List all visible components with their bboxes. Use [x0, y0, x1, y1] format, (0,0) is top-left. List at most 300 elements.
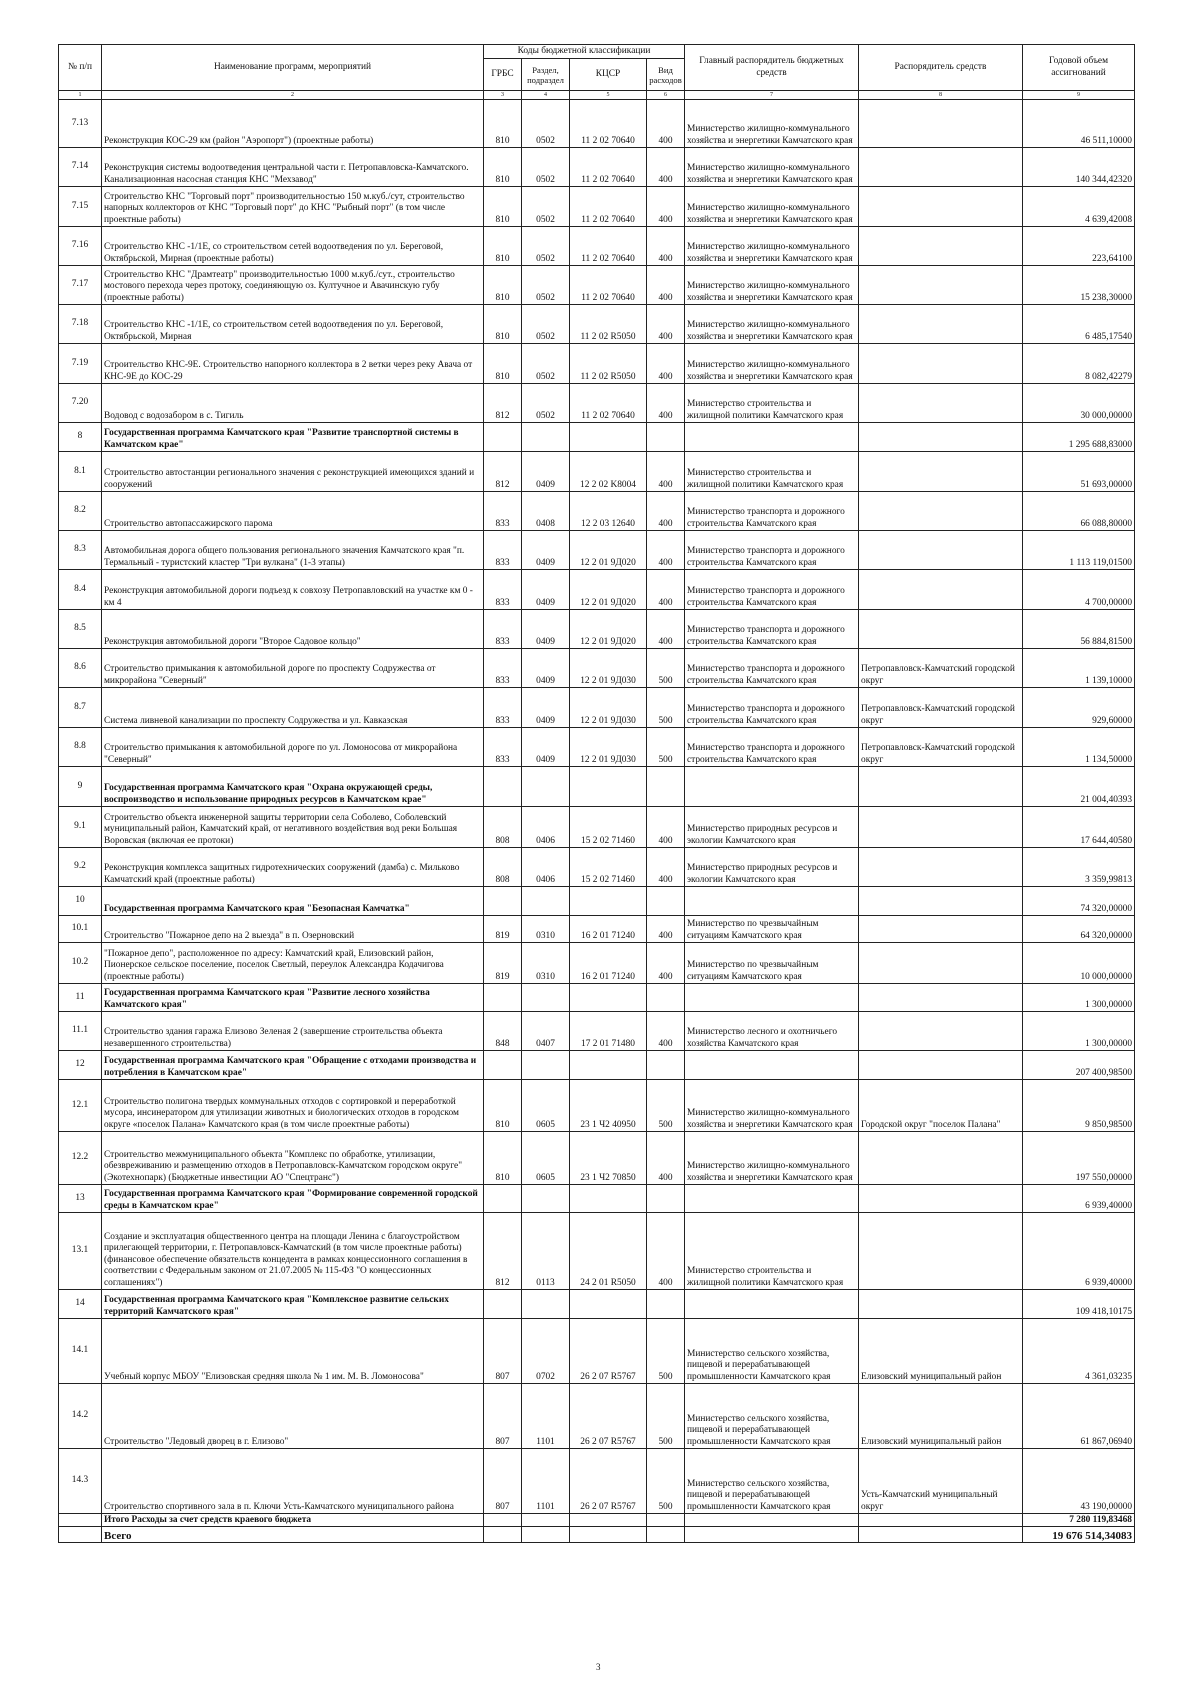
row-vid: 400 [647, 305, 685, 344]
row-amount: 140 344,42320 [1023, 148, 1135, 187]
row-name: Водовод с водозабором в с. Тигиль [102, 384, 484, 423]
row-name: Строительство межмуниципального объекта "Комплекс по обработке, утилизации, обезвреживанию и размещению отходов в Петропавловск-Камчатском городском округе" (Экотехнопарк) (Бюджетные инвестиции АО "Спецтранс") [102, 1132, 484, 1185]
row-recipient: Городской округ "поселок Палана" [859, 1080, 1023, 1132]
row-distributor: Министерство транспорта и дорожного строительства Камчатского края [685, 570, 859, 610]
header-grbs: ГРБС [484, 59, 522, 91]
row-vid: 400 [647, 848, 685, 887]
row-recipient [859, 266, 1023, 305]
row-number: 10.1 [59, 916, 102, 943]
row-vid: 400 [647, 1213, 685, 1290]
row-razdel [522, 1185, 570, 1213]
row-distributor: Министерство жилищно-коммунального хозяйства и энергетики Камчатского края [685, 1132, 859, 1185]
row-amount: 8 082,42279 [1023, 344, 1135, 384]
row-grbs: 833 [484, 649, 522, 688]
row-kcsr: 15 2 02 71460 [570, 807, 647, 848]
row-vid [647, 423, 685, 452]
table-row [59, 1012, 1135, 1051]
row-kcsr: 11 2 02 R5050 [570, 305, 647, 344]
row-number: 8.3 [59, 531, 102, 570]
row-name: Строительство полигона твердых коммунальных отходов с сортировкой и переработкой мусора, инсинератором для утилизации животных и биологических отходов в городском округе «поселок Палана» Камчатского края (в том числе проектные работы) [102, 1080, 484, 1132]
row-amount: 9 850,98500 [1023, 1080, 1135, 1132]
row-name: Реконструкция автомобильной дороги "Второе Садовое кольцо" [102, 610, 484, 649]
row-name: Система ливневой канализации по проспекту Содружества и ул. Кавказская [102, 688, 484, 728]
row-recipient [859, 943, 1023, 984]
row-distributor: Министерство сельского хозяйства, пищевой и перерабатывающей промышленности Камчатского края [685, 1449, 859, 1514]
row-number: 11 [59, 984, 102, 1012]
program-row [59, 1290, 1135, 1319]
row-amount: 1 300,00000 [1023, 984, 1135, 1012]
row-razdel: 1101 [522, 1384, 570, 1449]
row-razdel: 0502 [522, 384, 570, 423]
row-vid: 400 [647, 187, 685, 227]
row-number: 8.5 [59, 610, 102, 649]
header-row-1 [59, 45, 1135, 59]
row-recipient [859, 423, 1023, 452]
row-distributor: Министерство жилищно-коммунального хозяйства и энергетики Камчатского края [685, 305, 859, 344]
row-name: Строительство примыкания к автомобильной дороге по проспекту Содружества от микрорайона "Северный" [102, 649, 484, 688]
row-name: Создание и эксплуатация общественного центра на площади Ленина с благоустройством прилегающей территории, г. Петропавловск-Камчатский (в том числе проектные работы) (финансовое обеспечение обязательств концедента в рамках концессионного соглашения в соответствии с Федеральным законом от 21.07.2005 № 115-ФЗ "О концессионных соглашениях") [102, 1213, 484, 1290]
table-row [59, 1080, 1135, 1132]
row-grbs [484, 887, 522, 916]
row-razdel: 0502 [522, 100, 570, 148]
table-row [59, 492, 1135, 531]
row-distributor: Министерство жилищно-коммунального хозяйства и энергетики Камчатского края [685, 148, 859, 187]
row-kcsr: 17 2 01 71480 [570, 1012, 647, 1051]
empty-cell [522, 1527, 570, 1543]
row-distributor: Министерство транспорта и дорожного строительства Камчатского края [685, 531, 859, 570]
row-distributor: Министерство по чрезвычайным ситуациям Камчатского края [685, 916, 859, 943]
row-kcsr: 11 2 02 70640 [570, 187, 647, 227]
row-vid [647, 1051, 685, 1080]
table-row [59, 848, 1135, 887]
row-razdel [522, 767, 570, 807]
row-vid [647, 984, 685, 1012]
row-grbs: 833 [484, 728, 522, 767]
row-kcsr: 12 2 01 9Д020 [570, 570, 647, 610]
row-razdel: 0409 [522, 649, 570, 688]
row-amount: 197 550,00000 [1023, 1132, 1135, 1185]
row-number: 13.1 [59, 1213, 102, 1290]
row-recipient [859, 384, 1023, 423]
row-vid: 500 [647, 728, 685, 767]
grand-total-label: Всего [102, 1527, 484, 1543]
table-row [59, 943, 1135, 984]
row-distributor [685, 984, 859, 1012]
row-amount: 109 418,10175 [1023, 1290, 1135, 1319]
row-kcsr: 11 2 02 70640 [570, 227, 647, 266]
row-razdel: 0605 [522, 1080, 570, 1132]
row-razdel: 0502 [522, 148, 570, 187]
row-recipient [859, 227, 1023, 266]
row-grbs [484, 984, 522, 1012]
header-name: Наименование программ, мероприятий [102, 45, 484, 91]
row-recipient [859, 916, 1023, 943]
table-row [59, 187, 1135, 227]
row-amount: 43 190,00000 [1023, 1449, 1135, 1514]
row-name: Реконструкция комплекса защитных гидротехнических сооружений (дамба) с. Мильково Камчатский край (проектные работы) [102, 848, 484, 887]
row-amount: 6 485,17540 [1023, 305, 1135, 344]
grand-total-row [59, 1527, 1135, 1543]
table-row [59, 452, 1135, 492]
row-name: Реконструкция системы водоотведения центральной части г. Петропавловска-Камчатского. Канализационная насосная станция КНС "Мехзавод" [102, 148, 484, 187]
row-number: 14 [59, 1290, 102, 1319]
row-razdel [522, 887, 570, 916]
row-amount: 64 320,00000 [1023, 916, 1135, 943]
row-distributor: Министерство жилищно-коммунального хозяйства и энергетики Камчатского края [685, 344, 859, 384]
empty-cell [59, 1514, 102, 1527]
row-distributor: Министерство сельского хозяйства, пищевой и перерабатывающей промышленности Камчатского края [685, 1384, 859, 1449]
row-kcsr [570, 1185, 647, 1213]
row-razdel: 0409 [522, 728, 570, 767]
row-number: 10.2 [59, 943, 102, 984]
row-vid: 400 [647, 1012, 685, 1051]
row-kcsr: 23 1 Ч2 40950 [570, 1080, 647, 1132]
row-distributor: Министерство жилищно-коммунального хозяйства и энергетики Камчатского края [685, 100, 859, 148]
row-recipient [859, 570, 1023, 610]
row-amount: 3 359,99813 [1023, 848, 1135, 887]
row-number: 11.1 [59, 1012, 102, 1051]
row-amount: 1 295 688,83000 [1023, 423, 1135, 452]
table-row [59, 1213, 1135, 1290]
row-distributor: Министерство транспорта и дорожного строительства Камчатского края [685, 492, 859, 531]
row-name: Строительство КНС -1/1Е, со строительством сетей водоотведения по ул. Береговой, Октябрьской, Мирная (проектные работы) [102, 227, 484, 266]
row-number: 7.13 [59, 100, 102, 148]
row-kcsr [570, 1290, 647, 1319]
table-row [59, 728, 1135, 767]
row-kcsr [570, 1051, 647, 1080]
row-kcsr: 12 2 01 9Д020 [570, 531, 647, 570]
row-number: 7.18 [59, 305, 102, 344]
row-name: Строительство "Ледовый дворец в г. Елизово" [102, 1384, 484, 1449]
row-vid: 500 [647, 688, 685, 728]
row-distributor: Министерство лесного и охотничьего хозяйства Камчатского края [685, 1012, 859, 1051]
row-razdel: 0310 [522, 916, 570, 943]
row-number: 10 [59, 887, 102, 916]
row-vid: 400 [647, 807, 685, 848]
row-amount: 4 639,42008 [1023, 187, 1135, 227]
row-vid: 400 [647, 1132, 685, 1185]
table-row [59, 807, 1135, 848]
row-vid [647, 1185, 685, 1213]
budget-allocation-table [58, 44, 1135, 1543]
row-recipient [859, 187, 1023, 227]
empty-cell [570, 1527, 647, 1543]
row-kcsr: 12 2 01 9Д030 [570, 688, 647, 728]
row-razdel: 0409 [522, 570, 570, 610]
row-number: 9.1 [59, 807, 102, 848]
header-vid: Вид расходов [647, 59, 685, 91]
row-name: Строительство здания гаража Елизово Зеленая 2 (завершение строительства объекта незавершенного строительства) [102, 1012, 484, 1051]
row-name: Государственная программа Камчатского края "Формирование современной городской среды в Камчатском крае" [102, 1185, 484, 1213]
row-recipient [859, 452, 1023, 492]
row-distributor: Министерство транспорта и дорожного строительства Камчатского края [685, 610, 859, 649]
row-number: 8.2 [59, 492, 102, 531]
row-kcsr: 26 2 07 R5767 [570, 1319, 647, 1384]
row-recipient [859, 610, 1023, 649]
table-row [59, 610, 1135, 649]
empty-cell [685, 1514, 859, 1527]
row-number: 14.2 [59, 1384, 102, 1449]
row-name: Учебный корпус МБОУ "Елизовская средняя школа № 1 им. М. В. Ломоносова" [102, 1319, 484, 1384]
row-number: 8.4 [59, 570, 102, 610]
row-razdel: 0407 [522, 1012, 570, 1051]
table-row [59, 384, 1135, 423]
row-number: 8.7 [59, 688, 102, 728]
row-recipient [859, 492, 1023, 531]
row-amount: 15 238,30000 [1023, 266, 1135, 305]
row-vid: 400 [647, 227, 685, 266]
table-row [59, 531, 1135, 570]
row-razdel: 0409 [522, 610, 570, 649]
column-index-cell: 1 [59, 91, 102, 100]
row-grbs [484, 1290, 522, 1319]
page-number: 3 [596, 1662, 601, 1672]
row-distributor: Министерство природных ресурсов и экологии Камчатского края [685, 848, 859, 887]
row-razdel: 0406 [522, 807, 570, 848]
row-razdel: 0408 [522, 492, 570, 531]
row-kcsr: 12 2 03 12640 [570, 492, 647, 531]
row-amount: 929,60000 [1023, 688, 1135, 728]
program-row [59, 887, 1135, 916]
table-row [59, 1449, 1135, 1514]
header-razdel: Раздел, подраздел [522, 59, 570, 91]
row-name: Государственная программа Камчатского края "Безопасная Камчатка" [102, 887, 484, 916]
row-grbs: 833 [484, 492, 522, 531]
empty-cell [685, 1527, 859, 1543]
row-number: 8.8 [59, 728, 102, 767]
program-row [59, 1185, 1135, 1213]
row-grbs: 810 [484, 227, 522, 266]
column-index-cell: 8 [859, 91, 1023, 100]
row-kcsr [570, 887, 647, 916]
row-vid: 400 [647, 148, 685, 187]
row-name: Государственная программа Камчатского края "Развитие лесного хозяйства Камчатского края" [102, 984, 484, 1012]
table-row [59, 344, 1135, 384]
row-razdel: 0702 [522, 1319, 570, 1384]
row-amount: 46 511,10000 [1023, 100, 1135, 148]
row-name: Строительство КНС -1/1Е, со строительством сетей водоотведения по ул. Береговой, Октябрьской, Мирная [102, 305, 484, 344]
column-index-cell: 7 [685, 91, 859, 100]
row-kcsr: 12 2 01 9Д020 [570, 610, 647, 649]
row-distributor: Министерство жилищно-коммунального хозяйства и энергетики Камчатского края [685, 187, 859, 227]
empty-cell [522, 1514, 570, 1527]
row-grbs: 810 [484, 187, 522, 227]
row-grbs: 812 [484, 384, 522, 423]
row-amount: 6 939,40000 [1023, 1185, 1135, 1213]
column-index-cell: 9 [1023, 91, 1135, 100]
row-razdel [522, 984, 570, 1012]
row-amount: 30 000,00000 [1023, 384, 1135, 423]
row-recipient [859, 148, 1023, 187]
row-vid: 400 [647, 492, 685, 531]
row-distributor [685, 1185, 859, 1213]
row-kcsr: 12 2 01 9Д030 [570, 728, 647, 767]
row-grbs: 810 [484, 266, 522, 305]
row-number: 12.1 [59, 1080, 102, 1132]
row-vid: 400 [647, 384, 685, 423]
row-recipient [859, 807, 1023, 848]
row-distributor: Министерство жилищно-коммунального хозяйства и энергетики Камчатского края [685, 227, 859, 266]
table-row [59, 266, 1135, 305]
row-recipient [859, 1132, 1023, 1185]
row-vid: 400 [647, 344, 685, 384]
row-kcsr [570, 423, 647, 452]
row-razdel: 0113 [522, 1213, 570, 1290]
row-amount: 1 139,10000 [1023, 649, 1135, 688]
row-number: 8.1 [59, 452, 102, 492]
empty-cell [647, 1527, 685, 1543]
row-amount: 1 113 119,01500 [1023, 531, 1135, 570]
row-recipient: Петропавловск-Камчатский городской округ [859, 728, 1023, 767]
row-name: Строительство автопассажирского парома [102, 492, 484, 531]
row-razdel: 0502 [522, 305, 570, 344]
row-distributor: Министерство жилищно-коммунального хозяйства и энергетики Камчатского края [685, 266, 859, 305]
row-recipient [859, 1012, 1023, 1051]
row-kcsr: 12 2 01 9Д030 [570, 649, 647, 688]
row-vid: 400 [647, 100, 685, 148]
row-vid [647, 887, 685, 916]
row-number: 9 [59, 767, 102, 807]
column-index-cell: 4 [522, 91, 570, 100]
row-vid: 500 [647, 1319, 685, 1384]
row-grbs: 833 [484, 570, 522, 610]
row-distributor: Министерство транспорта и дорожного строительства Камчатского края [685, 688, 859, 728]
row-distributor [685, 767, 859, 807]
row-name: Строительство КНС "Драмтеатр" производительностью 1000 м.куб./сут., строительство мостового перехода через протоку, соединяющую оз. Култучное и Авачинскую губу (проектные работы) [102, 266, 484, 305]
row-kcsr: 26 2 07 R5767 [570, 1384, 647, 1449]
row-vid [647, 767, 685, 807]
row-amount: 61 867,06940 [1023, 1384, 1135, 1449]
row-grbs: 812 [484, 1213, 522, 1290]
table-row [59, 148, 1135, 187]
row-distributor: Министерство строительства и жилищной политики Камчатского края [685, 452, 859, 492]
table-row [59, 1384, 1135, 1449]
header-num: № п/п [59, 45, 102, 91]
row-distributor: Министерство строительства и жилищной политики Камчатского края [685, 384, 859, 423]
budget-table-sheet [58, 44, 1134, 1543]
table-row [59, 688, 1135, 728]
row-grbs: 808 [484, 807, 522, 848]
row-number: 14.1 [59, 1319, 102, 1384]
row-number: 8.6 [59, 649, 102, 688]
row-grbs: 807 [484, 1319, 522, 1384]
row-distributor: Министерство природных ресурсов и экологии Камчатского края [685, 807, 859, 848]
header-amount: Годовой объем ассигнований [1023, 45, 1135, 91]
row-number: 12.2 [59, 1132, 102, 1185]
column-index-cell: 3 [484, 91, 522, 100]
empty-cell [484, 1514, 522, 1527]
row-distributor: Министерство по чрезвычайным ситуациям Камчатского края [685, 943, 859, 984]
row-amount: 66 088,80000 [1023, 492, 1135, 531]
table-row [59, 570, 1135, 610]
row-name: Реконструкция автомобильной дороги подъезд к совхозу Петропавловский на участке км 0 - км 4 [102, 570, 484, 610]
row-distributor: Министерство жилищно-коммунального хозяйства и энергетики Камчатского края [685, 1080, 859, 1132]
row-amount: 1 300,00000 [1023, 1012, 1135, 1051]
table-row [59, 1132, 1135, 1185]
table-row [59, 1319, 1135, 1384]
row-razdel [522, 423, 570, 452]
row-razdel: 0310 [522, 943, 570, 984]
table-body [59, 91, 1135, 1514]
program-row [59, 423, 1135, 452]
row-name: Строительство примыкания к автомобильной дороге по ул. Ломоносова от микрорайона "Северный" [102, 728, 484, 767]
row-name: Государственная программа Камчатского края "Обращение с отходами производства и потребления в Камчатском крае" [102, 1051, 484, 1080]
row-name: Строительство автостанции регионального значения с реконструкцией имеющихся зданий и сооружений [102, 452, 484, 492]
row-kcsr: 26 2 07 R5767 [570, 1449, 647, 1514]
program-row [59, 984, 1135, 1012]
row-number: 7.16 [59, 227, 102, 266]
row-distributor: Министерство транспорта и дорожного строительства Камчатского края [685, 728, 859, 767]
row-amount: 207 400,98500 [1023, 1051, 1135, 1080]
row-grbs: 810 [484, 305, 522, 344]
row-name: Реконструкция КОС-29 км (район "Аэропорт") (проектные работы) [102, 100, 484, 148]
row-recipient [859, 531, 1023, 570]
empty-cell [859, 1527, 1023, 1543]
header-codes: Коды бюджетной классификации [484, 45, 685, 59]
row-kcsr: 11 2 02 70640 [570, 384, 647, 423]
row-number: 13 [59, 1185, 102, 1213]
regional-total-label: Итого Расходы за счет средств краевого бюджета [102, 1514, 484, 1527]
row-name: Государственная программа Камчатского края "Комплексное развитие сельских территорий Камчатского края" [102, 1290, 484, 1319]
row-recipient [859, 1185, 1023, 1213]
table-row [59, 916, 1135, 943]
row-vid: 500 [647, 1384, 685, 1449]
row-grbs: 810 [484, 148, 522, 187]
header-distributor: Главный распорядитель бюджетных средств [685, 45, 859, 91]
column-index-row [59, 91, 1135, 100]
row-vid [647, 1290, 685, 1319]
row-razdel: 1101 [522, 1449, 570, 1514]
row-grbs: 810 [484, 100, 522, 148]
column-index-cell: 5 [570, 91, 647, 100]
row-name: Строительство КНС "Торговый порт" производительностью 150 м.куб./сут, строительство напорных коллекторов от КНС "Торговый порт" до КНС "Рыбный порт" (в том числе проектные работы) [102, 187, 484, 227]
header-kcsr: КЦСР [570, 59, 647, 91]
row-distributor: Министерство строительства и жилищной политики Камчатского края [685, 1213, 859, 1290]
row-amount: 74 320,00000 [1023, 887, 1135, 916]
row-kcsr: 23 1 Ч2 70850 [570, 1132, 647, 1185]
row-name: "Пожарное депо", расположенное по адресу: Камчатский край, Елизовский район, Пионерское сельское поселение, поселок Светлый, переулок Александра Кодачигова (проектные работы) [102, 943, 484, 984]
row-kcsr: 11 2 02 70640 [570, 266, 647, 305]
row-razdel: 0502 [522, 227, 570, 266]
row-vid: 400 [647, 452, 685, 492]
row-grbs: 833 [484, 610, 522, 649]
row-razdel: 0406 [522, 848, 570, 887]
row-amount: 4 361,03235 [1023, 1319, 1135, 1384]
row-recipient [859, 1051, 1023, 1080]
row-razdel: 0409 [522, 531, 570, 570]
row-recipient [859, 1213, 1023, 1290]
row-recipient [859, 344, 1023, 384]
row-number: 7.20 [59, 384, 102, 423]
program-row [59, 767, 1135, 807]
row-grbs [484, 767, 522, 807]
row-vid: 400 [647, 943, 685, 984]
row-name: Государственная программа Камчатского края "Охрана окружающей среды, воспроизводство и использование природных ресурсов в Камчатском крае" [102, 767, 484, 807]
empty-cell [647, 1514, 685, 1527]
row-razdel: 0502 [522, 187, 570, 227]
row-amount: 17 644,40580 [1023, 807, 1135, 848]
row-vid: 400 [647, 916, 685, 943]
column-index-cell: 6 [647, 91, 685, 100]
row-vid: 400 [647, 266, 685, 305]
row-number: 7.19 [59, 344, 102, 384]
row-number: 8 [59, 423, 102, 452]
row-distributor [685, 1051, 859, 1080]
row-kcsr: 11 2 02 70640 [570, 148, 647, 187]
row-grbs: 833 [484, 688, 522, 728]
row-kcsr: 12 2 02 K8004 [570, 452, 647, 492]
row-grbs [484, 1185, 522, 1213]
